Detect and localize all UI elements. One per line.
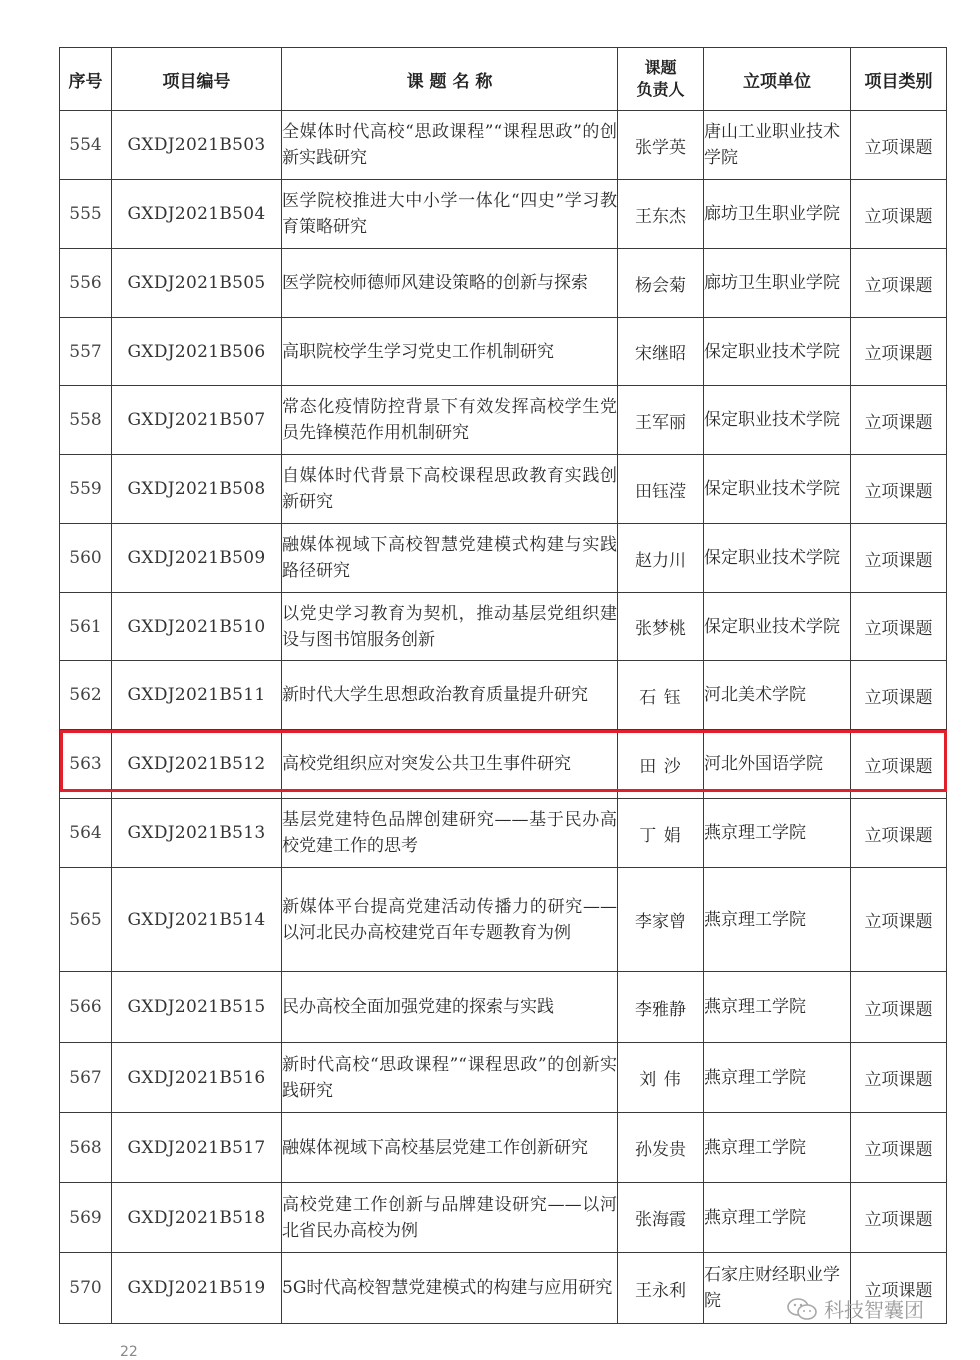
row-code: GXDJ2021B507 (112, 386, 282, 455)
row-category: 立项课题 (851, 972, 947, 1043)
row-index: 565 (60, 868, 112, 972)
row-unit: 河北美术学院 (704, 661, 851, 730)
row-category: 立项课题 (851, 386, 947, 455)
table-row (60, 180, 947, 249)
row-leader: 李雅静 (618, 972, 704, 1043)
row-leader: 杨会菊 (618, 249, 704, 318)
row-unit: 河北外国语学院 (704, 730, 851, 799)
row-title: 新时代高校“思政课程”“课程思政”的创新实践研究 (282, 1043, 618, 1113)
table-row (60, 972, 947, 1043)
row-category: 立项课题 (851, 318, 947, 386)
row-title: 自媒体时代背景下高校课程思政教育实践创新研究 (282, 455, 618, 524)
row-unit: 燕京理工学院 (704, 1043, 851, 1113)
row-unit: 保定职业技术学院 (704, 593, 851, 661)
table-row (60, 318, 947, 386)
row-unit: 石家庄财经职业学院 (704, 1253, 851, 1324)
row-category: 立项课题 (851, 1113, 947, 1183)
header-title: 课 题 名 称 (282, 48, 618, 111)
row-leader: 孙发贵 (618, 1113, 704, 1183)
table-row (60, 386, 947, 455)
row-title: 融媒体视域下高校基层党建工作创新研究 (282, 1113, 618, 1183)
row-code: GXDJ2021B514 (112, 868, 282, 972)
row-index: 554 (60, 111, 112, 180)
row-unit: 廊坊卫生职业学院 (704, 180, 851, 249)
row-category: 立项课题 (851, 799, 947, 868)
header-leader-line2: 负责人 (636, 80, 685, 99)
row-category: 立项课题 (851, 1253, 947, 1324)
row-title: 新媒体平台提高党建活动传播力的研究——以河北民办高校建党百年专题教育为例 (282, 868, 618, 972)
row-title: 高校党组织应对突发公共卫生事件研究 (282, 730, 618, 799)
row-category: 立项课题 (851, 524, 947, 593)
row-title: 全媒体时代高校“思政课程”“课程思政”的创新实践研究 (282, 111, 618, 180)
row-leader: 张学英 (618, 111, 704, 180)
row-index: 561 (60, 593, 112, 661)
row-code: GXDJ2021B509 (112, 524, 282, 593)
row-code: GXDJ2021B517 (112, 1113, 282, 1183)
page-number: 22 (120, 1344, 138, 1360)
header-unit: 立项单位 (704, 48, 851, 111)
row-code: GXDJ2021B516 (112, 1043, 282, 1113)
table-row (60, 799, 947, 868)
row-code: GXDJ2021B505 (112, 249, 282, 318)
row-unit: 唐山工业职业技术学院 (704, 111, 851, 180)
row-category: 立项课题 (851, 593, 947, 661)
row-leader: 宋继昭 (618, 318, 704, 386)
row-index: 559 (60, 455, 112, 524)
row-index: 569 (60, 1183, 112, 1253)
row-index: 564 (60, 799, 112, 868)
row-index: 566 (60, 972, 112, 1043)
row-index: 568 (60, 1113, 112, 1183)
row-code: GXDJ2021B515 (112, 972, 282, 1043)
table-row (60, 593, 947, 661)
row-title: 常态化疫情防控背景下有效发挥高校学生党员先锋模范作用机制研究 (282, 386, 618, 455)
header-leader-line1: 课题 (644, 58, 677, 77)
row-index: 570 (60, 1253, 112, 1324)
table-row (60, 455, 947, 524)
row-index: 562 (60, 661, 112, 730)
watermark (786, 1294, 924, 1323)
row-category: 立项课题 (851, 455, 947, 524)
row-leader: 张海霞 (618, 1183, 704, 1253)
row-title: 医学院校师德师风建设策略的创新与探索 (282, 249, 618, 318)
row-unit: 保定职业技术学院 (704, 386, 851, 455)
row-leader: 张梦桃 (618, 593, 704, 661)
row-code: GXDJ2021B506 (112, 318, 282, 386)
row-code: GXDJ2021B519 (112, 1253, 282, 1324)
row-code: GXDJ2021B513 (112, 799, 282, 868)
row-unit: 燕京理工学院 (704, 868, 851, 972)
row-code: GXDJ2021B503 (112, 111, 282, 180)
project-table (59, 47, 947, 1324)
row-index: 558 (60, 386, 112, 455)
row-leader: 石 钰 (618, 661, 704, 730)
table-row (60, 1183, 947, 1253)
header-code: 项目编号 (112, 48, 282, 111)
row-title: 医学院校推进大中小学一体化“四史”学习教育策略研究 (282, 180, 618, 249)
row-category: 立项课题 (851, 1043, 947, 1113)
row-code: GXDJ2021B518 (112, 1183, 282, 1253)
row-unit: 燕京理工学院 (704, 972, 851, 1043)
table-row (60, 524, 947, 593)
row-unit: 廊坊卫生职业学院 (704, 249, 851, 318)
row-leader: 李家曾 (618, 868, 704, 972)
row-title: 高校党建工作创新与品牌建设研究——以河北省民办高校为例 (282, 1183, 618, 1253)
wechat-icon (786, 1297, 818, 1321)
row-title: 高职院校学生学习党史工作机制研究 (282, 318, 618, 386)
header-category: 项目类别 (851, 48, 947, 111)
row-index: 560 (60, 524, 112, 593)
table-header-row (60, 48, 947, 111)
table-row (60, 1043, 947, 1113)
row-leader: 王永利 (618, 1253, 704, 1324)
row-title: 新时代大学生思想政治教育质量提升研究 (282, 661, 618, 730)
row-index: 556 (60, 249, 112, 318)
row-code: GXDJ2021B511 (112, 661, 282, 730)
row-index: 567 (60, 1043, 112, 1113)
table-row (60, 1113, 947, 1183)
row-index: 555 (60, 180, 112, 249)
row-leader: 田钰滢 (618, 455, 704, 524)
row-code: GXDJ2021B512 (112, 730, 282, 799)
row-leader: 王军丽 (618, 386, 704, 455)
row-leader: 赵力川 (618, 524, 704, 593)
header-leader (618, 48, 704, 111)
row-unit: 燕京理工学院 (704, 1183, 851, 1253)
row-unit: 燕京理工学院 (704, 1113, 851, 1183)
table-row (60, 249, 947, 318)
row-leader: 丁 娟 (618, 799, 704, 868)
row-index: 563 (60, 730, 112, 799)
row-title: 民办高校全面加强党建的探索与实践 (282, 972, 618, 1043)
row-title: 以党史学习教育为契机，推动基层党组织建设与图书馆服务创新 (282, 593, 618, 661)
watermark-text: 科技智囊团 (824, 1298, 924, 1322)
row-unit: 燕京理工学院 (704, 799, 851, 868)
row-code: GXDJ2021B508 (112, 455, 282, 524)
table-row (60, 661, 947, 730)
row-title: 5G时代高校智慧党建模式的构建与应用研究 (282, 1253, 618, 1324)
row-leader: 田 沙 (618, 730, 704, 799)
row-unit: 保定职业技术学院 (704, 524, 851, 593)
row-category: 立项课题 (851, 111, 947, 180)
row-unit: 保定职业技术学院 (704, 455, 851, 524)
row-code: GXDJ2021B504 (112, 180, 282, 249)
row-category: 立项课题 (851, 661, 947, 730)
row-category: 立项课题 (851, 868, 947, 972)
table-row (60, 111, 947, 180)
row-index: 557 (60, 318, 112, 386)
header-index: 序号 (60, 48, 112, 111)
row-unit: 保定职业技术学院 (704, 318, 851, 386)
row-category: 立项课题 (851, 1183, 947, 1253)
row-category: 立项课题 (851, 180, 947, 249)
row-title: 基层党建特色品牌创建研究——基于民办高校党建工作的思考 (282, 799, 618, 868)
row-title: 融媒体视域下高校智慧党建模式构建与实践路径研究 (282, 524, 618, 593)
row-leader: 王东杰 (618, 180, 704, 249)
row-category: 立项课题 (851, 730, 947, 799)
row-code: GXDJ2021B510 (112, 593, 282, 661)
table-row-highlighted (60, 730, 947, 799)
row-leader: 刘 伟 (618, 1043, 704, 1113)
row-category: 立项课题 (851, 249, 947, 318)
table-row (60, 868, 947, 972)
